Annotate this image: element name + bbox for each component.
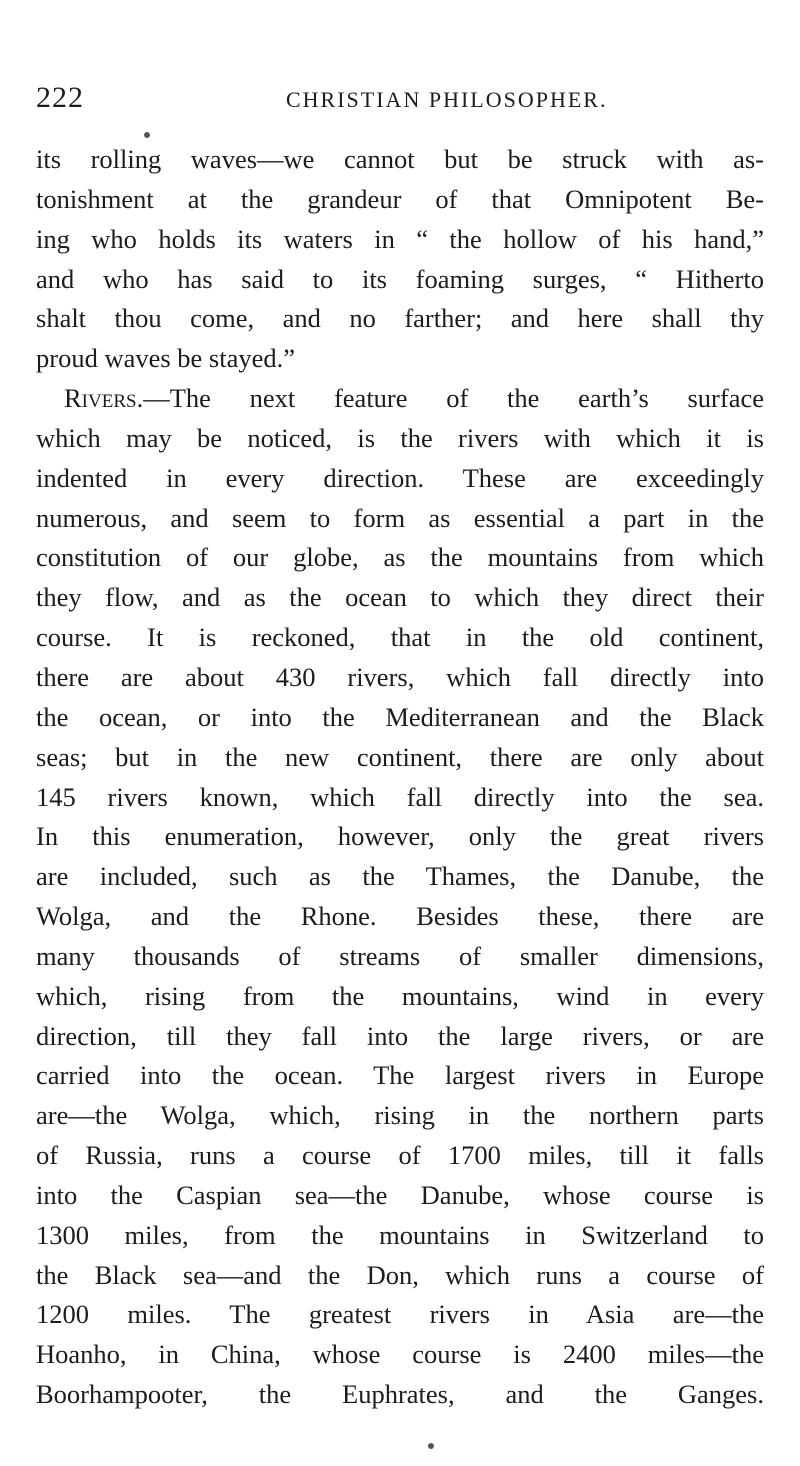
text-line: numerous, and seem to form as essential a part in the bbox=[36, 502, 764, 533]
text-line: many thousands of streams of smaller dimensions, bbox=[36, 940, 764, 971]
text-line: shalt thou come, and no farther; and here shall thy bbox=[36, 303, 764, 334]
text-line: In this enumeration, however, only the great rivers bbox=[36, 821, 764, 852]
text-line: constitution of our globe, as the mountains from which bbox=[36, 542, 764, 573]
text-line: its rolling waves—we cannot but be struck with as- bbox=[36, 144, 764, 174]
print-speck bbox=[428, 1443, 434, 1449]
text-line: which may be noticed, is the rivers with which it is bbox=[36, 422, 764, 453]
text-line: Boorhampooter, the Euphrates, and the Ganges. bbox=[36, 1379, 764, 1410]
page-number: 222 bbox=[36, 81, 84, 114]
text-line: indented in every direction. These are exceedingly bbox=[36, 462, 764, 493]
running-title: CHRISTIAN PHILOSOPHER. bbox=[286, 87, 608, 112]
text-line: which, rising from the mountains, wind in every bbox=[36, 980, 764, 1011]
text-line: 1200 miles. The greatest rivers in Asia are—the bbox=[36, 1299, 764, 1330]
text-line: Hoanho, in China, whose course is 2400 miles—the bbox=[36, 1339, 764, 1370]
rivers-heading: Rivers. bbox=[64, 383, 144, 414]
text-line: tonishment at the grandeur of that Omnipotent Be- bbox=[36, 183, 764, 214]
text-line: ing who holds its waters in “ the hollow of his hand,” bbox=[36, 223, 764, 254]
text-line: Wolga, and the Rhone. Besides these, there are bbox=[36, 901, 764, 932]
text-line: are—the Wolga, which, rising in the northern parts bbox=[36, 1100, 764, 1131]
text-line: are included, such as the Thames, the Danube, the bbox=[36, 861, 764, 892]
text-line: the ocean, or into the Mediterranean and the Black bbox=[36, 701, 764, 732]
text-line: proud waves be stayed.” bbox=[36, 343, 296, 374]
text-line-rest: —The next feature of the earth’s surface bbox=[143, 383, 764, 414]
print-speck bbox=[144, 132, 150, 138]
text-line: 145 rivers known, which fall directly into the sea. bbox=[36, 781, 764, 812]
text-line: they flow, and as the ocean to which they direct their bbox=[36, 582, 764, 613]
rivers-paragraph-first-line bbox=[36, 379, 764, 419]
text-line: 1300 miles, from the mountains in Switzerland to bbox=[36, 1219, 764, 1250]
text-line: carried into the ocean. The largest rivers in Europe bbox=[36, 1060, 764, 1091]
text-line: course. It is reckoned, that in the old continent, bbox=[36, 622, 764, 653]
text-line: there are about 430 rivers, which fall directly into bbox=[36, 661, 764, 692]
text-line: of Russia, runs a course of 1700 miles, till it falls bbox=[36, 1140, 764, 1171]
text-line: direction, till they fall into the large rivers, or are bbox=[36, 1020, 764, 1051]
text-line: seas; but in the new continent, there are only about bbox=[36, 741, 764, 772]
text-line: the Black sea—and the Don, which runs a course of bbox=[36, 1259, 764, 1290]
body-text bbox=[36, 140, 764, 1415]
running-head bbox=[36, 78, 766, 118]
text-line: into the Caspian sea—the Danube, whose course is bbox=[36, 1179, 764, 1210]
text-line: and who has said to its foaming surges, “ Hitherto bbox=[36, 263, 764, 294]
